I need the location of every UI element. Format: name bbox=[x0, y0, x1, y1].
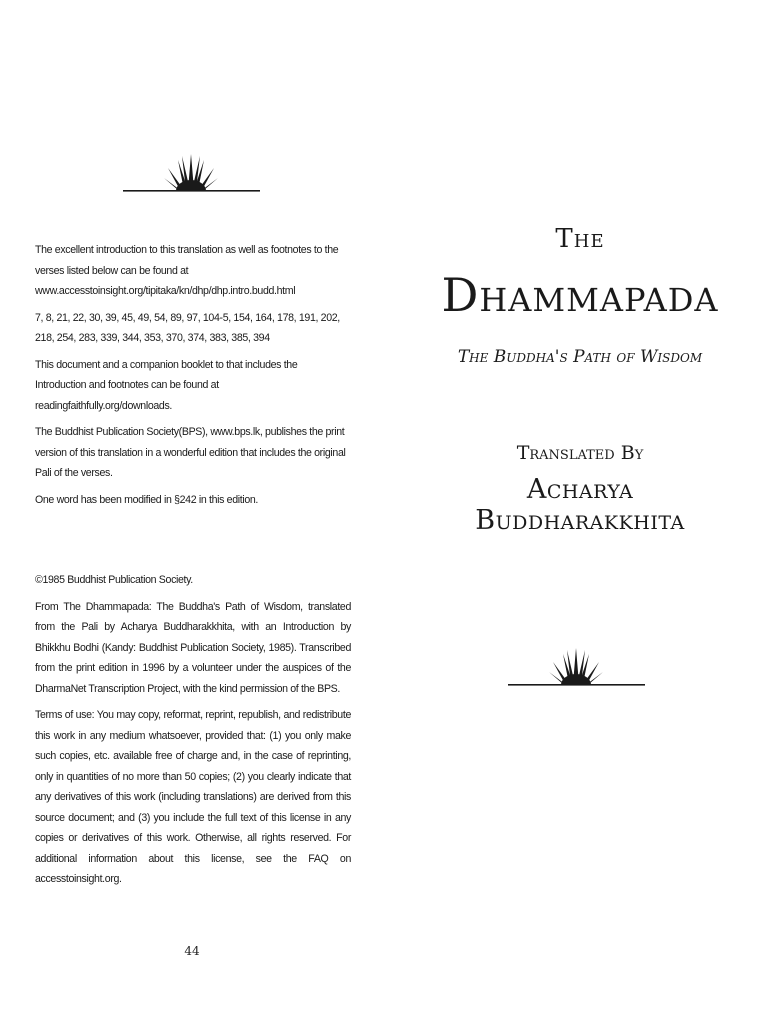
rising-sun-ornament-icon bbox=[120, 150, 264, 196]
terms-of-use: Terms of use: You may copy, reformat, reprint, republish, and redistribute this work in any medium whatsoever, provided that: (1) you only make such copies, etc. available free of charge and, in the case of reprinting, only in quantities of no more than 50 copies; (2) you clearly indicate that any derivatives of this work (including translations) are derived from this source document; and (3) you include the full text of this license in any copies or derivatives of this work. Otherwise, all rights reserved. For additional information about this license, see the FAQ on accesstoinsight.org. bbox=[35, 709, 351, 885]
bps-note: The Buddhist Publication Society(BPS), www.bps.lk, publishes the print version of this translation in a wonderful edition that includes the original Pali of the verses. bbox=[35, 426, 346, 479]
translated-by-label: Translated By bbox=[516, 442, 644, 464]
verse-list: 7, 8, 21, 22, 30, 39, 45, 49, 54, 89, 97, 104-5, 154, 164, 178, 191, 202, 218, 254, 283, 339, 344, 353, 370, 374, 383, 385, 394 bbox=[35, 311, 340, 344]
intro-url: www.accesstoinsight.org/tipitaka/kn/dhp/dhp.intro.budd.html bbox=[35, 285, 296, 297]
modified-note: One word has been modified in §242 in this edition. bbox=[35, 493, 259, 506]
page-number: 44 bbox=[184, 944, 200, 958]
companion-note: This document and a companion booklet to that includes the Introduction and footnotes can be found at readingfaithfully.org/downloads. bbox=[35, 358, 298, 412]
source-note: From The Dhammapada: The Buddha's Path of Wisdom, translated from the Pali by Acharya Buddharakkhita, with an Introduction by Bhikkhu Bodhi (Kandy: Buddhist Publication Society, 1985). Transcribed from the print edition in 1996 by a volunteer under the auspices of the DharmaNet Transcription Project, with the kind permission of the BPS. bbox=[35, 600, 351, 695]
title-the: The bbox=[555, 224, 605, 254]
rising-sun-ornament-icon bbox=[505, 644, 649, 690]
translator-name: Acharya Buddharakkhita bbox=[475, 474, 685, 536]
book-title: Dhammapada bbox=[441, 268, 719, 322]
book-subtitle: The Buddha's Path of Wisdom bbox=[457, 347, 703, 367]
intro-note bbox=[35, 240, 351, 302]
intro-note-text: The excellent introduction to this translation as well as footnotes to the verses listed below can be found at bbox=[35, 244, 339, 277]
copyright-notice: ©1985 Buddhist Publication Society. bbox=[35, 574, 193, 586]
